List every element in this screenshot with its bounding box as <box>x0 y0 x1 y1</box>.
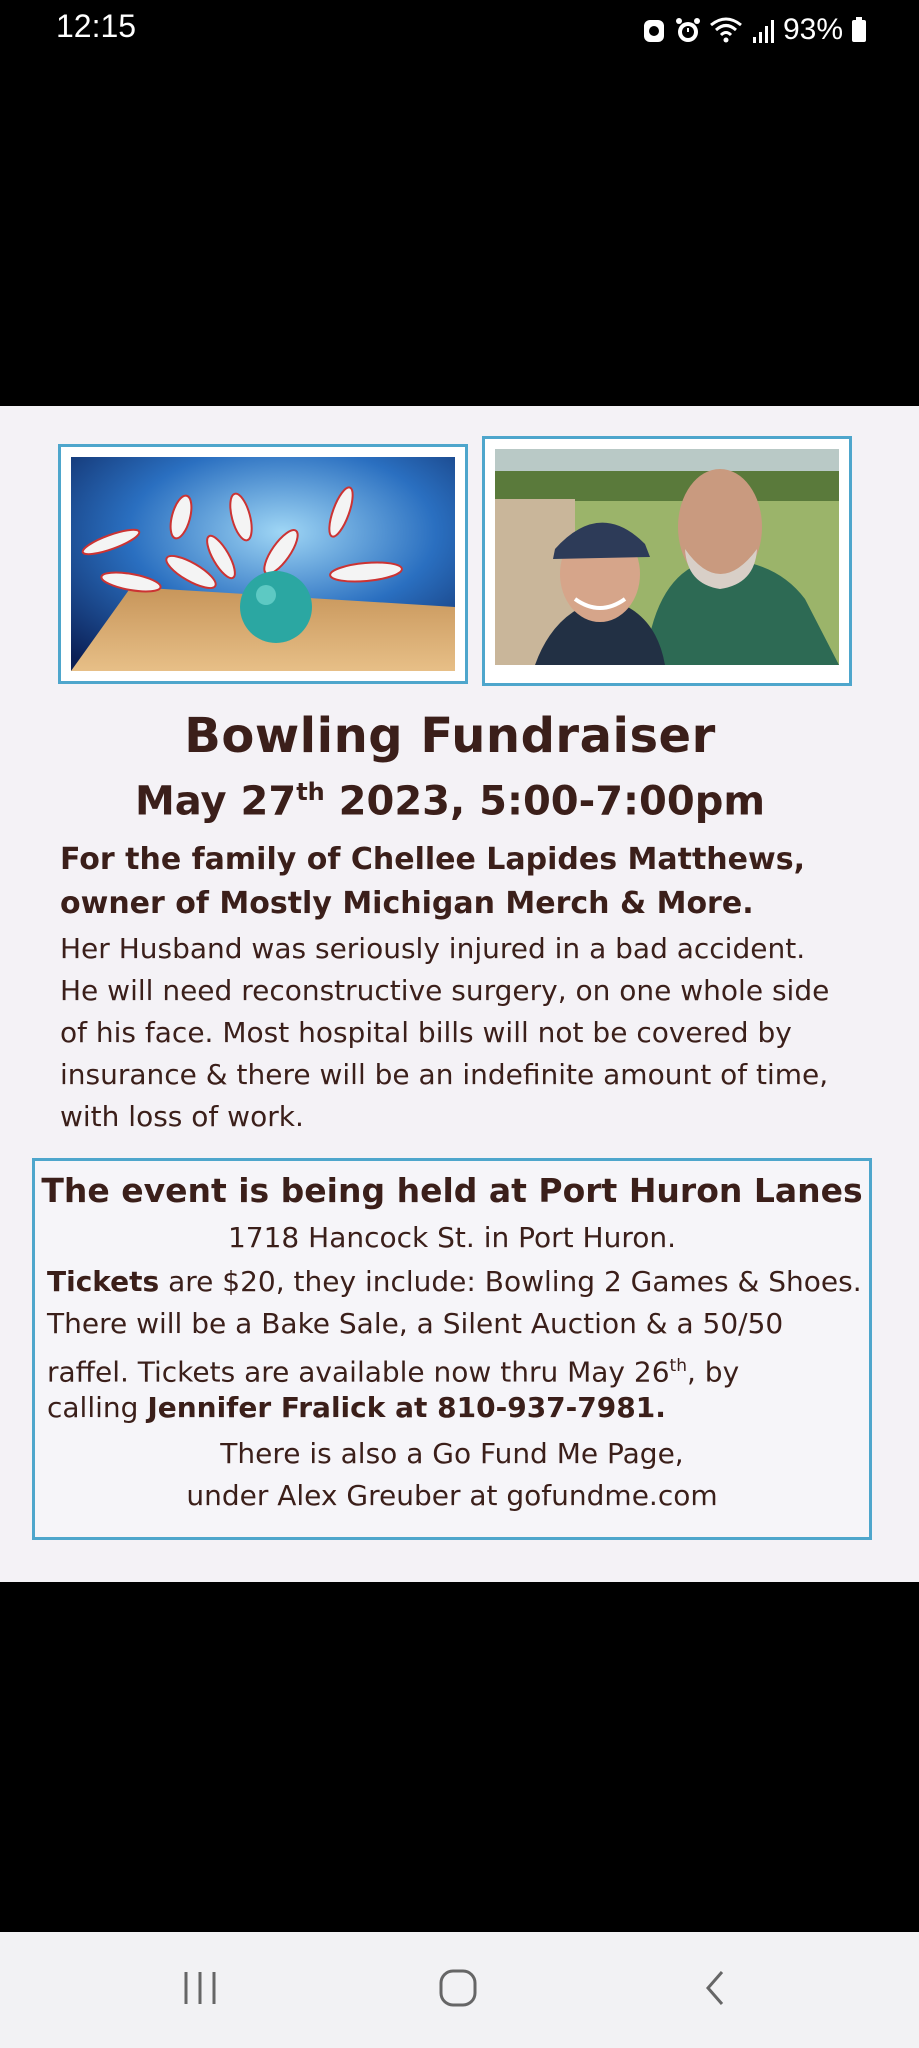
contact-line <box>47 1387 867 1429</box>
recent-apps-button[interactable] <box>180 1968 220 2008</box>
gofundme-line-1: There is also a Go Fund Me Page, <box>220 1437 684 1470</box>
wifi-icon <box>709 15 743 45</box>
story-line: He will need reconstructive surgery, on one whole side <box>60 974 830 1007</box>
story-line: of his face. Most hospital bills will not be covered by <box>60 1016 792 1049</box>
battery-percentage: 93% <box>782 13 843 46</box>
back-button[interactable] <box>700 1968 730 2008</box>
bowling-pins-photo <box>58 444 468 684</box>
alarm-icon <box>675 15 701 45</box>
event-date-time: 2023, 5:00-7:00pm <box>324 778 766 825</box>
status-bar <box>0 0 919 62</box>
status-time: 12:15 <box>56 8 137 44</box>
tickets-details: are $20, they include: Bowling 2 Games & Shoes. <box>159 1265 862 1298</box>
venue-address: 1718 Hancock St. in Port Huron. <box>227 1221 676 1254</box>
couple-photo <box>482 436 852 686</box>
raffel-date-suffix: th <box>669 1356 687 1376</box>
tickets-label: Tickets <box>47 1265 160 1298</box>
bake-sale-line: There will be a Bake Sale, a Silent Auction & a 50/50 <box>47 1307 784 1340</box>
raffel-text-end: , by <box>687 1355 740 1389</box>
event-info-box <box>32 1158 872 1540</box>
navigation-bar <box>0 1932 919 2048</box>
flyer-title: Bowling Fundraiser <box>184 708 716 764</box>
status-icons <box>641 12 867 48</box>
signal-icon <box>751 15 775 45</box>
tickets-line <box>47 1261 867 1303</box>
notification-icon <box>641 15 667 45</box>
contact-prefix: calling <box>47 1391 148 1424</box>
venue-heading: The event is being held at Port Huron Lanes <box>41 1171 863 1210</box>
story-line: insurance & there will be an indefinite amount of time, <box>60 1058 829 1091</box>
event-date-day: May 27 <box>134 778 297 825</box>
intro-line-2: owner of Mostly Michigan Merch & More. <box>60 886 754 921</box>
contact-name-phone: Jennifer Fralick at 810-937-7981. <box>147 1391 666 1424</box>
battery-icon <box>851 15 867 45</box>
raffel-text: raffel. Tickets are available now thru May 26 <box>47 1355 670 1389</box>
intro-line-1: For the family of Chellee Lapides Matthews, <box>60 842 805 877</box>
story-line: Her Husband was seriously injured in a bad accident. <box>60 932 806 965</box>
gofundme-line-2: under Alex Greuber at gofundme.com <box>186 1479 718 1512</box>
fundraiser-flyer[interactable] <box>0 406 919 1582</box>
event-date-suffix: th <box>296 778 325 806</box>
home-button[interactable] <box>438 1968 478 2008</box>
event-date <box>0 778 900 824</box>
story-line: with loss of work. <box>60 1100 304 1133</box>
